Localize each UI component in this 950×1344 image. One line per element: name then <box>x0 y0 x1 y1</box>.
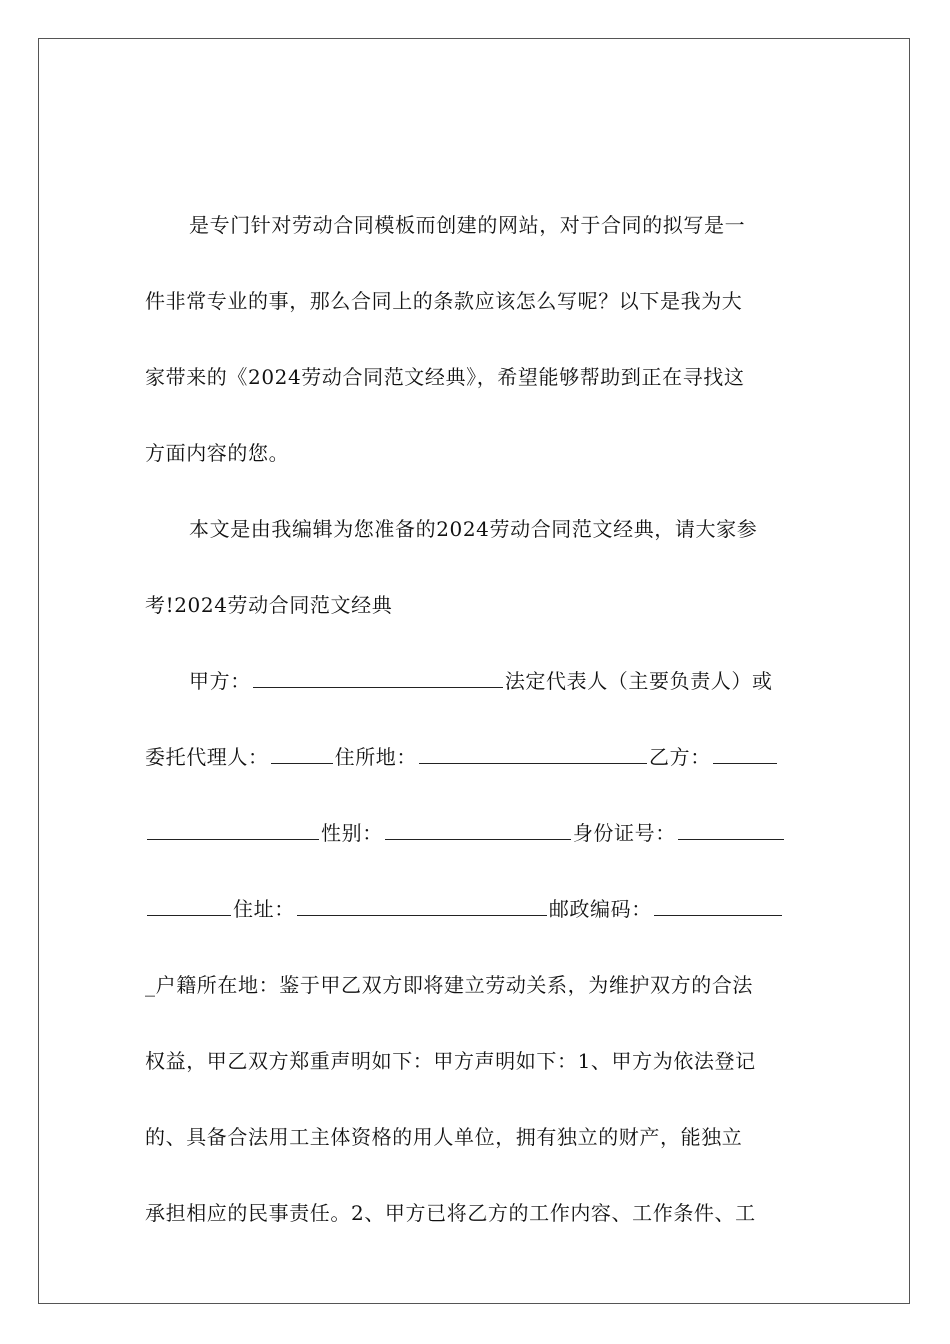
paragraph-1-line-3: 家带来的《2024劳动合同范文经典》，希望能够帮助到正在寻找这 <box>145 365 745 389</box>
form-line-2 <box>145 733 805 809</box>
address-label: 住址： <box>233 897 295 921</box>
underscore-mark: _ <box>145 973 156 997</box>
party-a-label: 甲方： <box>189 669 251 693</box>
party-a-blank[interactable] <box>253 657 503 688</box>
household-label: 户籍所在地： <box>155 973 280 997</box>
gender-label: 性别： <box>321 821 383 845</box>
paragraph-1-line-1: 是专门针对劳动合同模板而创建的网站，对于合同的拟写是一 <box>189 213 746 237</box>
legal-rep-label: 法定代表人（主要负责人）或 <box>504 669 773 693</box>
agent-label: 委托代理人： <box>145 745 269 769</box>
form-line-3 <box>145 809 805 885</box>
form-line-5-text: 鉴于甲乙双方即将建立劳动关系，为维护双方的合法 <box>279 973 754 997</box>
form-line-5 <box>145 961 805 1037</box>
address-blank[interactable] <box>297 885 547 916</box>
agent-blank[interactable] <box>271 733 333 764</box>
residence-blank[interactable] <box>419 733 647 764</box>
id-label: 身份证号： <box>572 821 676 845</box>
document-body <box>145 201 805 1265</box>
party-b-blank[interactable] <box>713 733 777 764</box>
id-blank[interactable] <box>678 809 784 840</box>
paragraph-2-line-1: 本文是由我编辑为您准备的2024劳动合同范文经典，请大家参 <box>189 517 758 541</box>
party-b-label: 乙方： <box>649 745 711 769</box>
paragraph-3-line-3: 承担相应的民事责任。2、甲方已将乙方的工作内容、工作条件、工 <box>145 1201 756 1225</box>
paragraph-3-line-2: 的、具备合法用工主体资格的用人单位，拥有独立的财产，能独立 <box>145 1125 743 1149</box>
paragraph-1-line-2: 件非常专业的事，那么合同上的条款应该怎么写呢？以下是我为大 <box>145 289 743 313</box>
id-continuation-blank[interactable] <box>147 885 231 916</box>
postcode-blank[interactable] <box>654 885 782 916</box>
paragraph-2-line-2: 考!2024劳动合同范文经典 <box>145 593 393 617</box>
residence-label: 住所地： <box>334 745 418 769</box>
paragraph-3-line-1: 权益，甲乙双方郑重声明如下：甲方声明如下：1、甲方为依法登记 <box>145 1049 756 1073</box>
form-line-1 <box>145 657 805 733</box>
paragraph-1-line-4: 方面内容的您。 <box>145 441 290 465</box>
party-b-name-blank[interactable] <box>147 809 319 840</box>
gender-blank[interactable] <box>385 809 571 840</box>
postcode-label: 邮政编码： <box>548 897 652 921</box>
form-line-4 <box>145 885 805 961</box>
